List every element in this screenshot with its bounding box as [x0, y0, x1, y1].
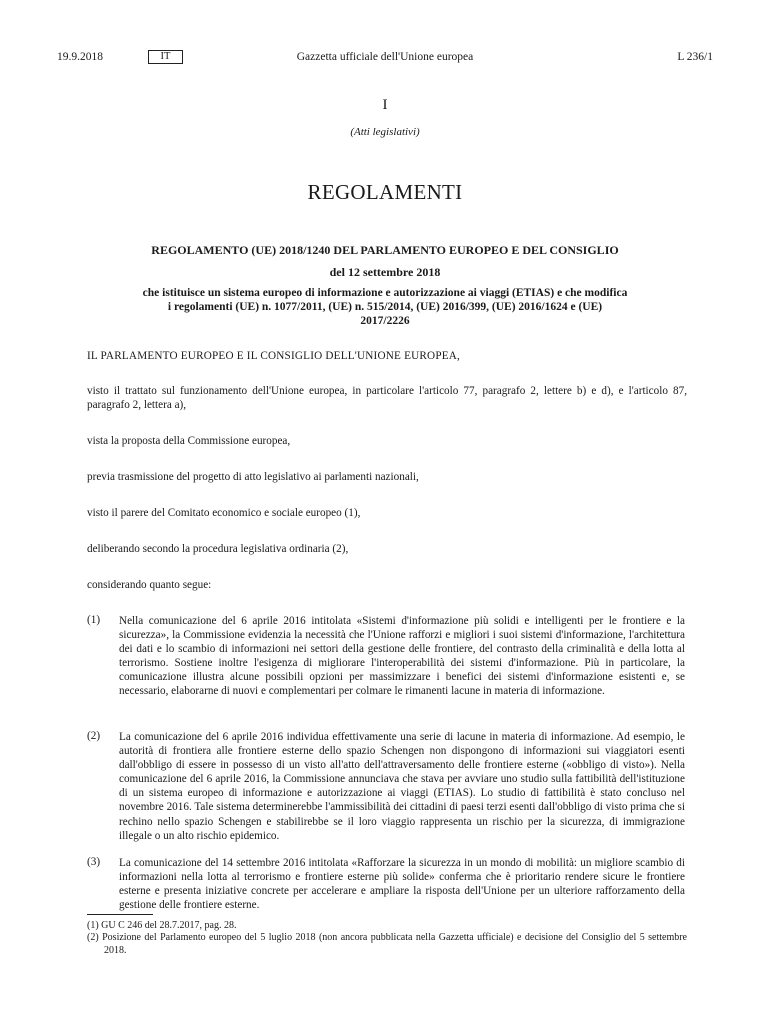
regulation-subject — [85, 286, 685, 328]
recital-text: Nella comunicazione del 6 aprile 2016 intitolata «Sistemi d'informazione più solidi e intelligenti per le frontiere e la sicurezza», la Commissione evidenzia la necessità che l'Unione rafforzi e migliori i suoi sistemi d'informazione, l'architettura dei dati e lo scambio di informazioni nei settori della gestione delle frontiere, del contrasto della criminalità e della lotta al terrorismo. Sostiene inoltre l'esigenza di migliorare l'interoperabilità dei sistemi d'informazione. Più in particolare, la comunicazione illustra alcune possibili opzioni per massimizzare i benefici dei sistemi d'informazione esistenti e, se necessario, elaborarne di nuovi e complementari per colmare le rimanenti lacune in materia di informazione. — [119, 615, 685, 698]
footnote — [87, 920, 687, 932]
punctuation: , — [345, 543, 349, 555]
citation-opinion — [87, 506, 687, 520]
publication-date: 19.9.2018 — [57, 51, 103, 63]
footnote-marker: (1) — [87, 920, 99, 931]
footnote-marker: (2) — [87, 932, 99, 944]
page-reference: L 236/1 — [677, 51, 713, 63]
footnotes — [87, 920, 687, 957]
footnote-text: GU C 246 del 28.7.2017, pag. 28. — [101, 920, 237, 931]
footnote — [87, 932, 687, 957]
section-subtitle: (Atti legislativi) — [350, 126, 420, 138]
section-numeral: I — [382, 97, 388, 113]
regulation-subject-line: che istituisce un sistema europeo di informazione e autorizzazione ai viaggi (ETIAS) e che modifica — [142, 287, 628, 299]
regulation-title: REGOLAMENTO (UE) 2018/1240 DEL PARLAMENTO EUROPEO E DEL CONSIGLIO — [151, 243, 619, 257]
citation-transmission: previa trasmissione del progetto di atto legislativo ai parlamenti nazionali, — [87, 471, 419, 483]
recital-text: La comunicazione del 14 settembre 2016 intitolata «Rafforzare la sicurezza in un mondo di mobilità: un migliore scambio di informazioni nella lotta al terrorismo e frontiere esterne più solide» conferma che è prioritario rendere sicure le frontiere esterne e presenta iniziative concrete per accelerare e ampliare la risposta dell'Unione per un ulteriore rafforzamento della gestione delle frontiere esterne. — [119, 857, 685, 912]
recitals-intro: considerando quanto segue: — [87, 579, 212, 591]
citation-opinion-text: visto il parere del Comitato economico e sociale europeo — [87, 507, 342, 519]
regulation-subject-line: i regolamenti (UE) n. 1077/2011, (UE) n. 515/2014, (UE) 2016/399, (UE) 2016/1624 e (UE) — [167, 301, 603, 313]
recital-number: (1) — [87, 614, 101, 626]
footnote-divider — [87, 914, 153, 915]
regulation-date: del 12 settembre 2018 — [329, 265, 441, 279]
citation-treaty: visto il trattato sul funzionamento dell'Unione europea, in particolare l'articolo 77, paragrafo 2, lettere b) e d), e l'articolo 87, paragrafo 2, lettera a), — [87, 385, 687, 412]
recital-number: (2) — [87, 730, 101, 742]
journal-title: Gazzetta ufficiale dell'Unione europea — [296, 51, 474, 63]
footnote-ref-1[interactable]: (1) — [344, 507, 358, 519]
document-heading: REGOLAMENTI — [307, 180, 463, 204]
citation-procedure — [87, 542, 687, 556]
recital-text: La comunicazione del 6 aprile 2016 individua effettivamente una serie di lacune in materia di informazione. Ad esempio, le autorità di frontiera alle frontiere esterne dello spazio Schengen non dispongono di informazioni sui viaggiatori esenti dall'obbligo di essere in possesso di un visto all'atto dell'attraversamento delle frontiere esterne («obbligo di visto»). Nella comunicazione del 6 aprile 2016, la Commissione annunciava che stava per avviare uno studio sulla fattibilità dell'istituzione di un sistema europeo di informazione e autorizzazione ai viaggi (ETIAS). Lo studio di fattibilità è stato concluso nel novembre 2016. Tale sistema determinerebbe l'ammissibilità dei cittadini di paesi terzi esenti dall'obbligo di visto prima che si rechino nello spazio Schengen e stabilirebbe se il loro viaggio rappresenta un rischio per la sicurezza, di immigrazione illegale o un alto rischio epidemico. — [119, 731, 685, 842]
footnote-text: Posizione del Parlamento europeo del 5 luglio 2018 (non ancora pubblicata nella Gazzetta ufficiale) e decisione del Consiglio del 5 settembre 2018. — [102, 932, 687, 956]
punctuation: , — [357, 507, 361, 519]
enacting-authorities: IL PARLAMENTO EUROPEO E IL CONSIGLIO DELL'UNIONE EUROPEA, — [87, 350, 461, 362]
regulation-subject-line: 2017/2226 — [360, 315, 410, 327]
footnote-ref-2[interactable]: (2) — [332, 543, 346, 555]
citation-procedure-text: deliberando secondo la procedura legislativa ordinaria — [87, 543, 330, 555]
language-badge: IT — [148, 50, 183, 64]
recital-number: (3) — [87, 856, 101, 868]
citation-proposal: vista la proposta della Commissione europea, — [87, 435, 291, 447]
